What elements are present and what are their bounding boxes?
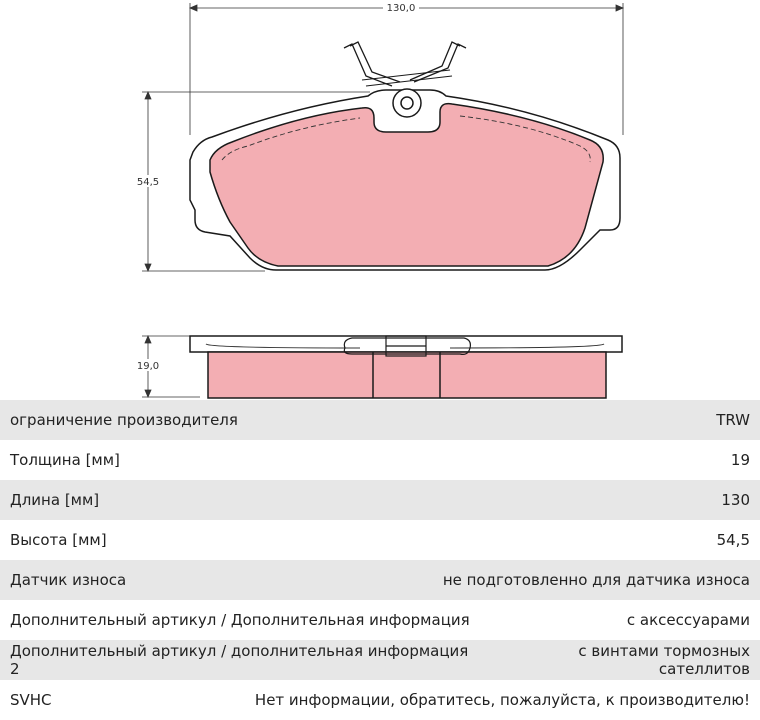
spring-clip bbox=[344, 42, 466, 86]
spec-label: Толщина [мм] bbox=[10, 451, 120, 469]
spec-row bbox=[0, 440, 760, 480]
spec-label: Дополнительный артикул / Дополнительная информация bbox=[10, 611, 470, 629]
spec-label: Дополнительный артикул / дополнительная информация 2 bbox=[10, 642, 469, 678]
spec-value: Нет информации, обратитесь, пожалуйста, к производителю! bbox=[254, 691, 750, 709]
length-dimension-label: 130,0 bbox=[386, 3, 416, 14]
spec-value: TRW bbox=[716, 411, 750, 429]
pad-side-view bbox=[190, 336, 622, 398]
clip-bolt bbox=[393, 89, 421, 117]
spec-value: не подготовленно для датчика износа bbox=[442, 571, 750, 589]
spec-label: Датчик износа bbox=[10, 571, 127, 589]
thickness-dimension-label: 19,0 bbox=[136, 361, 160, 372]
spec-row bbox=[0, 520, 760, 560]
specs-table bbox=[0, 400, 760, 720]
spec-value: 54,5 bbox=[716, 531, 750, 549]
height-dimension-label: 54,5 bbox=[136, 177, 160, 188]
spec-label: ограничение производителя bbox=[10, 411, 238, 429]
spec-value: с винтами тормозных сателлитов bbox=[578, 642, 750, 678]
spec-value: 19 bbox=[730, 451, 750, 469]
spec-row bbox=[0, 560, 760, 600]
spec-label: Длина [мм] bbox=[10, 491, 100, 509]
spec-label: SVHC bbox=[10, 691, 52, 709]
spec-value: с аксессуарами bbox=[626, 611, 750, 629]
spec-label: Высота [мм] bbox=[10, 531, 107, 549]
spec-row bbox=[0, 480, 760, 520]
spec-row bbox=[0, 640, 760, 680]
spec-row bbox=[0, 600, 760, 640]
spec-row bbox=[0, 400, 760, 440]
pad-front-view bbox=[190, 42, 620, 270]
spec-value: 130 bbox=[721, 491, 750, 509]
spec-row bbox=[0, 680, 760, 720]
